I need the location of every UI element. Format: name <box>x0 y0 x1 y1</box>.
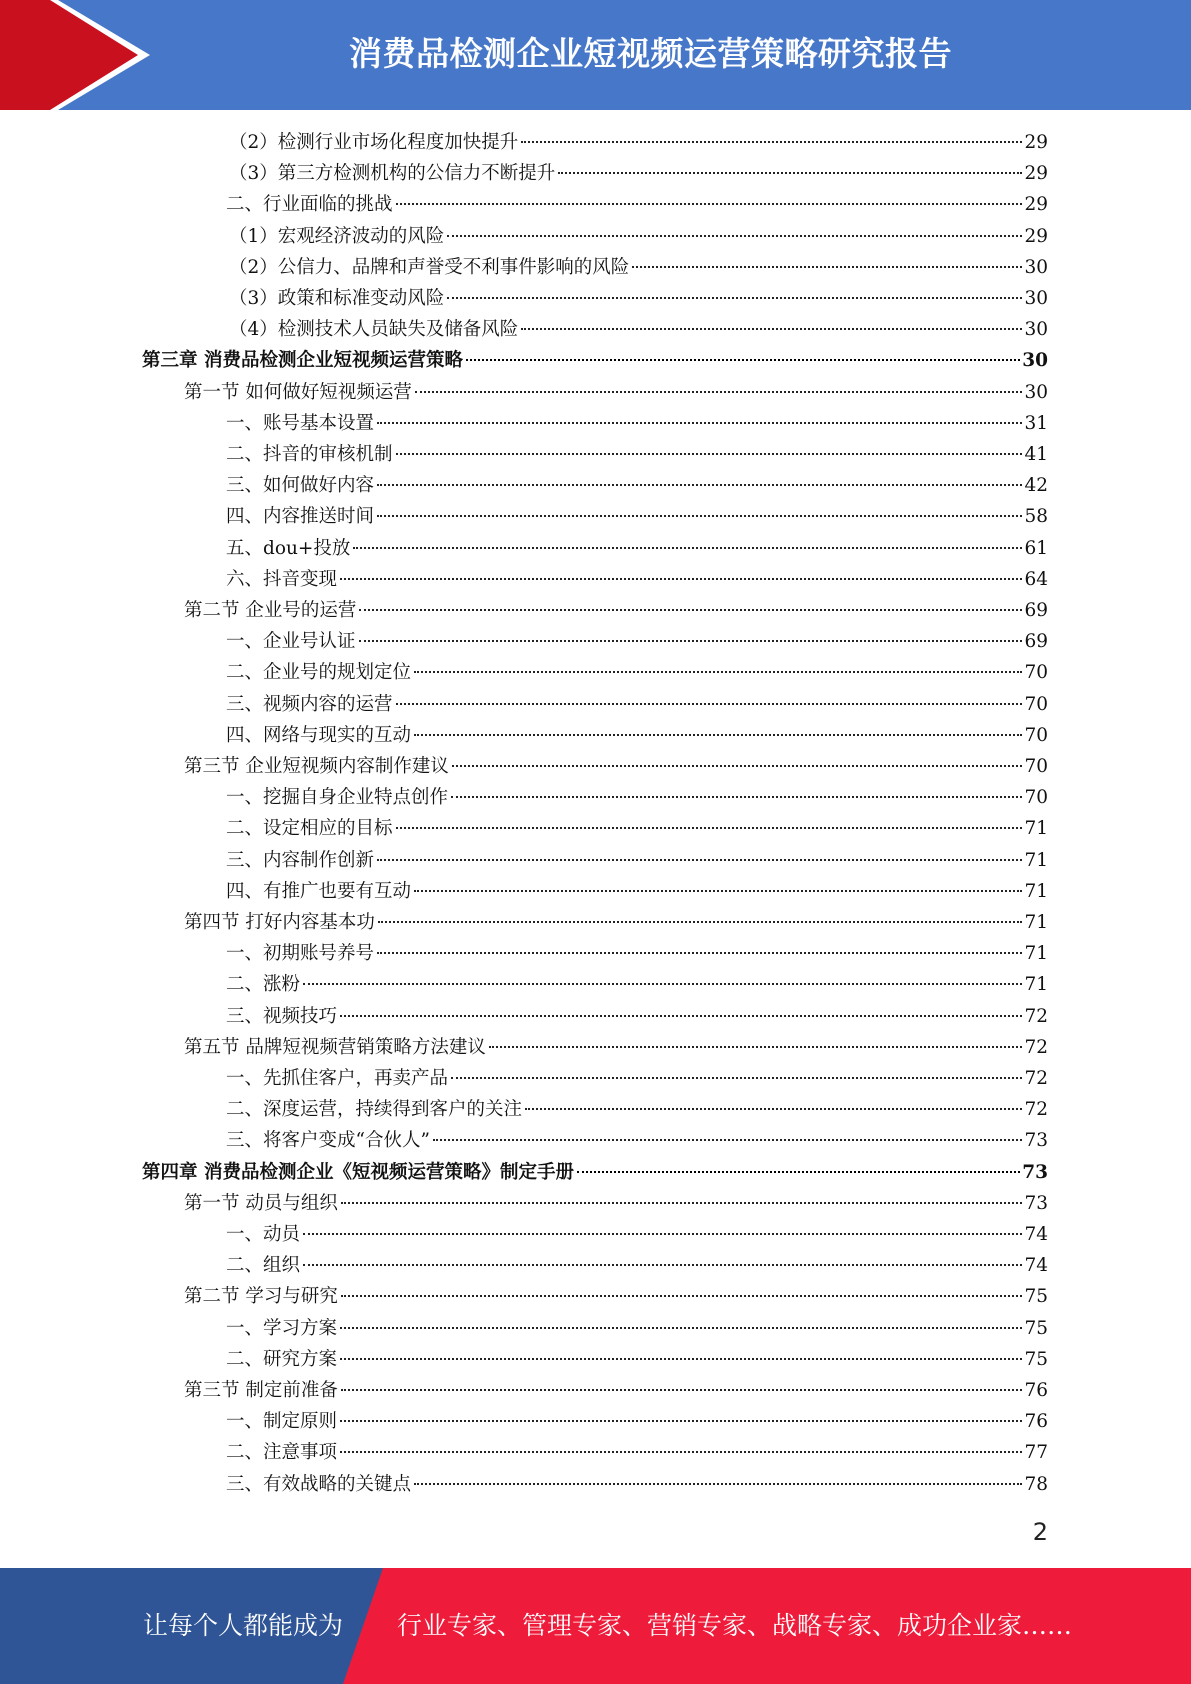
toc-entry-page: 71 <box>1024 849 1048 871</box>
toc-dot-leader <box>303 1264 1022 1266</box>
toc-entry-label: （3）政策和标准变动风险 <box>229 288 445 309</box>
page-footer <box>0 1568 1191 1684</box>
toc-entry-page: 76 <box>1024 1380 1048 1401</box>
toc-entry-label: 一、企业号认证 <box>226 631 356 653</box>
toc-entry-page: 77 <box>1024 1442 1048 1464</box>
toc-entry[interactable] <box>226 1313 1048 1344</box>
toc-entry-label: 二、研究方案 <box>226 1348 338 1370</box>
toc-entry-page: 73 <box>1024 1130 1048 1152</box>
page-header <box>0 0 1191 110</box>
toc-entry-page: 78 <box>1024 1473 1048 1495</box>
toc-entry-page: 61 <box>1024 537 1048 559</box>
toc-entry-page: 71 <box>1024 818 1048 840</box>
toc-dot-leader <box>353 547 1022 549</box>
toc-dot-leader <box>377 952 1022 954</box>
toc-dot-leader <box>521 328 1022 330</box>
toc-entry[interactable] <box>184 377 1048 408</box>
toc-entry-label: 一、账号基本设置 <box>226 412 375 434</box>
toc-entry-label: 三、有效战略的关键点 <box>226 1473 412 1495</box>
toc-entry-page: 29 <box>1024 194 1048 216</box>
toc-entry[interactable] <box>184 1375 1048 1406</box>
toc-entry[interactable] <box>226 938 1048 969</box>
toc-entry-page: 29 <box>1024 163 1048 185</box>
toc-entry-page: 30 <box>1024 288 1048 309</box>
toc-entry[interactable] <box>226 1469 1048 1500</box>
toc-entry-label: 第五节 品牌短视频营销策略方法建议 <box>184 1036 486 1058</box>
toc-entry-label: 第一节 如何做好短视频运营 <box>184 381 412 403</box>
toc-dot-leader <box>377 859 1022 861</box>
toc-entry-page: 70 <box>1024 724 1048 746</box>
toc-dot-leader <box>359 640 1023 642</box>
toc-entry-page: 71 <box>1024 943 1048 965</box>
toc-entry-page: 64 <box>1024 568 1048 590</box>
toc-entry-label: 一、先抓住客户，再卖产品 <box>226 1068 449 1089</box>
toc-dot-leader <box>340 1420 1022 1422</box>
red-arrow-icon <box>0 0 160 110</box>
report-title: 消费品检测企业短视频运营策略研究报告 <box>349 34 952 73</box>
toc-entry[interactable] <box>229 283 1048 314</box>
toc-entry-page: 41 <box>1024 444 1048 465</box>
toc-entry-page: 73 <box>1024 1192 1048 1214</box>
toc-dot-leader <box>451 1077 1022 1079</box>
toc-entry[interactable] <box>226 689 1048 720</box>
toc-dot-leader <box>359 609 1022 611</box>
toc-entry-label: （3）第三方检测机构的公信力不断提升 <box>229 163 556 185</box>
toc-entry-page: 42 <box>1024 475 1048 497</box>
toc-entry[interactable] <box>184 595 1048 626</box>
toc-entry-page: 30 <box>1024 256 1048 278</box>
toc-dot-leader <box>377 484 1022 486</box>
toc-entry[interactable] <box>226 501 1048 532</box>
toc-dot-leader <box>340 578 1022 580</box>
toc-entry-label: （2）检测行业市场化程度加快提升 <box>229 132 519 153</box>
toc-entry-page: 70 <box>1024 693 1048 715</box>
toc-entry[interactable] <box>226 626 1048 657</box>
toc-dot-leader <box>447 297 1022 299</box>
toc-entry-label: 一、动员 <box>226 1224 301 1245</box>
toc-entry-label: （4）检测技术人员缺失及储备风险 <box>229 319 519 341</box>
toc-entry-label: 二、企业号的规划定位 <box>226 662 412 684</box>
toc-entry-page: 29 <box>1024 225 1048 247</box>
toc-entry-label: 二、行业面临的挑战 <box>226 194 393 216</box>
toc-dot-leader <box>466 359 1020 361</box>
toc-dot-leader <box>414 890 1022 892</box>
toc-entry[interactable] <box>229 221 1048 252</box>
toc-entry[interactable] <box>226 564 1048 595</box>
toc-dot-leader <box>377 422 1022 424</box>
toc-entry-label: 第三节 制定前准备 <box>184 1380 338 1401</box>
toc-entry-page: 72 <box>1024 1068 1048 1089</box>
toc-entry-label: 四、网络与现实的互动 <box>226 724 412 746</box>
toc-entry-label: 三、内容制作创新 <box>226 849 375 871</box>
toc-entry-label: 三、视频技巧 <box>226 1005 338 1027</box>
toc-entry-label: 第三节 企业短视频内容制作建议 <box>184 756 449 777</box>
toc-dot-leader <box>396 453 1023 455</box>
toc-entry-label: 五、dou+投放 <box>226 537 351 559</box>
toc-dot-leader <box>414 671 1022 673</box>
toc-entry-page: 72 <box>1024 1036 1048 1058</box>
toc-dot-leader <box>378 921 1023 923</box>
toc-dot-leader <box>447 235 1022 237</box>
toc-dot-leader <box>340 1358 1022 1360</box>
toc-entry-label: 二、涨粉 <box>226 974 301 996</box>
toc-entry-page: 75 <box>1024 1348 1048 1370</box>
toc-entry-label: 二、抖音的审核机制 <box>226 444 393 465</box>
toc-entry[interactable] <box>184 1281 1048 1312</box>
page-number: 2 <box>1032 1518 1048 1546</box>
toc-entry[interactable] <box>184 751 1048 782</box>
toc-entry-page: 30 <box>1024 319 1048 341</box>
toc-entry-label: （2）公信力、品牌和声誉受不利事件影响的风险 <box>229 256 630 278</box>
toc-dot-leader <box>521 141 1022 143</box>
toc-entry-page: 73 <box>1022 1161 1048 1183</box>
toc-entry[interactable] <box>226 439 1048 470</box>
toc-dot-leader <box>341 1295 1023 1297</box>
toc-entry-page: 72 <box>1024 1005 1048 1027</box>
toc-entry-page: 31 <box>1024 412 1048 434</box>
toc-entry[interactable] <box>226 969 1048 1000</box>
toc-entry[interactable] <box>142 345 1048 376</box>
toc-entry[interactable] <box>229 252 1048 283</box>
toc-entry-page: 30 <box>1022 350 1048 372</box>
toc-entry[interactable] <box>229 158 1048 189</box>
toc-entry[interactable] <box>226 813 1048 844</box>
toc-entry[interactable] <box>226 720 1048 751</box>
toc-entry-label: 三、视频内容的运营 <box>226 693 393 715</box>
toc-dot-leader <box>632 266 1022 268</box>
toc-dot-leader <box>396 703 1023 705</box>
toc-entry-page: 29 <box>1024 132 1048 153</box>
toc-dot-leader <box>303 983 1022 985</box>
toc-entry-label: 第三章 消费品检测企业短视频运营策略 <box>142 350 463 372</box>
toc-entry[interactable] <box>226 1094 1048 1125</box>
toc-dot-leader <box>414 1483 1022 1485</box>
toc-dot-leader <box>415 391 1023 393</box>
toc-entry-page: 75 <box>1024 1286 1048 1308</box>
toc-entry[interactable] <box>226 1437 1048 1468</box>
toc-entry-page: 72 <box>1024 1099 1048 1121</box>
toc-entry[interactable] <box>226 1219 1048 1250</box>
toc-entry[interactable] <box>226 1344 1048 1375</box>
toc-entry[interactable] <box>184 907 1048 938</box>
toc-entry-page: 30 <box>1024 381 1048 403</box>
toc-entry-page: 71 <box>1024 912 1048 933</box>
footer-slogan: 让每个人都能成为 <box>143 1611 344 1640</box>
toc-dot-leader <box>377 515 1022 517</box>
toc-dot-leader <box>340 1327 1022 1329</box>
toc-dot-leader <box>489 1046 1023 1048</box>
toc-entry-label: 第四章 消费品检测企业《短视频运营策略》制定手册 <box>142 1161 574 1183</box>
toc-entry-label: 六、抖音变现 <box>226 568 338 590</box>
toc-dot-leader <box>340 1015 1022 1017</box>
toc-dot-leader <box>577 1171 1020 1173</box>
toc-entry-label: 第四节 打好内容基本功 <box>184 912 375 933</box>
toc-entry-page: 74 <box>1024 1255 1048 1277</box>
toc-entry[interactable] <box>226 408 1048 439</box>
toc-entry[interactable] <box>226 1063 1048 1094</box>
toc-entry-label: 二、设定相应的目标 <box>226 818 393 840</box>
toc-entry-label: 二、注意事项 <box>226 1442 338 1464</box>
toc-entry[interactable] <box>226 1406 1048 1437</box>
toc-entry[interactable] <box>229 127 1048 158</box>
toc-entry-page: 74 <box>1024 1224 1048 1245</box>
toc-entry-label: 一、挖掘自身企业特点创作 <box>226 787 449 809</box>
toc-entry-page: 69 <box>1024 600 1048 621</box>
toc-entry-label: 一、制定原则 <box>226 1411 338 1433</box>
toc-entry-label: 四、有推广也要有互动 <box>226 880 412 902</box>
toc-entry-label: 三、将客户变成“合伙人” <box>226 1130 430 1152</box>
toc-entry-page: 70 <box>1024 787 1048 809</box>
toc-dot-leader <box>414 734 1022 736</box>
toc-dot-leader <box>452 765 1023 767</box>
toc-entry-page: 76 <box>1024 1411 1048 1433</box>
toc-entry-label: （1）宏观经济波动的风险 <box>229 225 445 247</box>
toc-entry-label: 四、内容推送时间 <box>226 506 375 528</box>
toc-entry[interactable] <box>226 533 1048 564</box>
toc-entry-page: 71 <box>1024 880 1048 902</box>
toc-dot-leader <box>340 1451 1022 1453</box>
toc-entry[interactable] <box>226 876 1048 907</box>
toc-entry-label: 第一节 动员与组织 <box>184 1192 338 1214</box>
toc-entry-page: 75 <box>1024 1317 1048 1339</box>
toc-entry-label: 三、如何做好内容 <box>226 475 375 497</box>
toc-dot-leader <box>558 172 1022 174</box>
toc-entry-page: 58 <box>1024 506 1048 528</box>
toc-dot-leader <box>341 1202 1023 1204</box>
toc-dot-leader <box>341 1389 1023 1391</box>
toc-entry-page: 69 <box>1024 631 1048 653</box>
toc-entry[interactable] <box>226 782 1048 813</box>
toc-dot-leader <box>396 203 1023 205</box>
toc-entry[interactable] <box>142 1157 1048 1188</box>
toc-entry-label: 第二节 学习与研究 <box>184 1286 338 1308</box>
toc-dot-leader <box>433 1139 1023 1141</box>
toc-entry-label: 一、初期账号养号 <box>226 943 375 965</box>
toc-entry[interactable] <box>226 657 1048 688</box>
toc-entry[interactable] <box>229 314 1048 345</box>
toc-entry[interactable] <box>226 470 1048 501</box>
toc-dot-leader <box>396 827 1023 829</box>
toc-entry[interactable] <box>226 1001 1048 1032</box>
toc-entry-label: 一、学习方案 <box>226 1317 338 1339</box>
toc-entry[interactable] <box>184 1032 1048 1063</box>
toc-entry[interactable] <box>184 1188 1048 1219</box>
toc-dot-leader <box>303 1233 1022 1235</box>
toc-dot-leader <box>451 796 1022 798</box>
toc-entry[interactable] <box>226 1125 1048 1156</box>
toc-entry-label: 二、深度运营，持续得到客户的关注 <box>226 1099 523 1121</box>
toc-entry[interactable] <box>226 845 1048 876</box>
toc-entry-page: 70 <box>1024 662 1048 684</box>
toc-entry-label: 二、组织 <box>226 1255 301 1277</box>
toc-entry[interactable] <box>226 1250 1048 1281</box>
toc-entry-page: 71 <box>1024 974 1048 996</box>
toc-entry[interactable] <box>226 189 1048 220</box>
footer-roles: 行业专家、管理专家、营销专家、战略专家、成功企业家…… <box>397 1611 1073 1640</box>
toc-entry-label: 第二节 企业号的运营 <box>184 600 357 621</box>
toc-dot-leader <box>525 1108 1022 1110</box>
toc-entry-page: 70 <box>1024 756 1048 777</box>
